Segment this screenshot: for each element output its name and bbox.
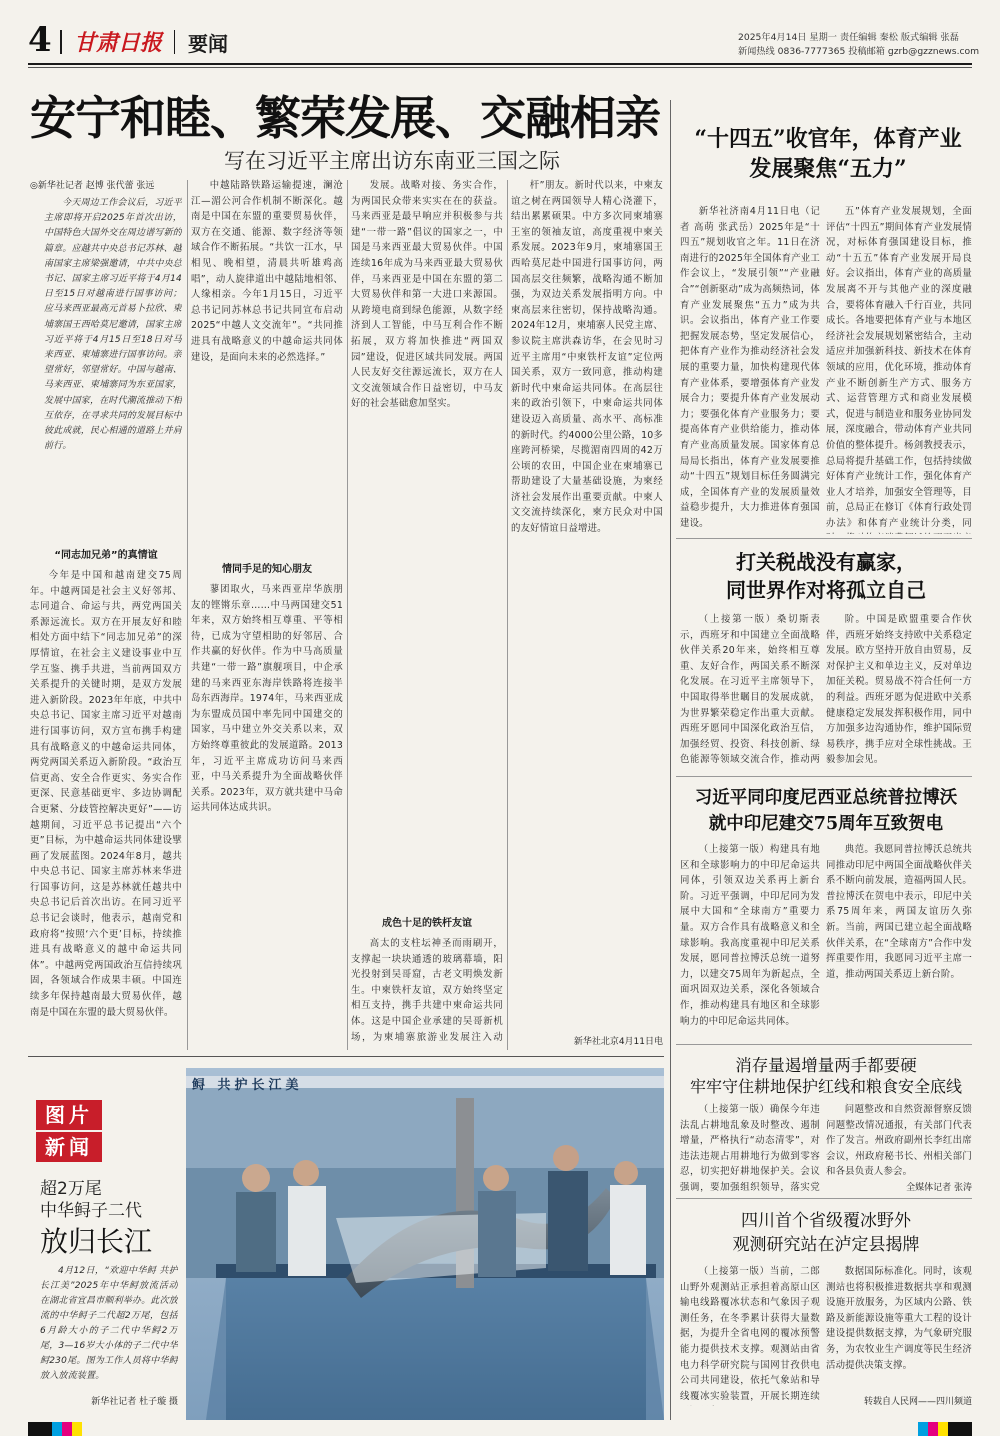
color-bar-cyan (52, 1422, 62, 1436)
lead-col2-body2: 蓼团取火，马来西亚岸华族朋友的铿锵乐章……中马两国建交51年来，双方始终相互尊重、平等相待，已成为守望相助的好邻居、合作共赢的好伙伴。作为中马高质量共建“一带一路”旗舰项目，中企承建的马来西亚东海岸铁路将连接半岛东西海岸。1974年，马来西亚成为东盟成员国中率先同中国建交的国家，马中建立外交关系以来，双方始终尊重彼此的发展道路。2013年，习近平主席成功访问马来西亚，中马关系提升为全面战略伙伴关系。2023年，双方就共建中马命运共同体达成共识。 (191, 584, 343, 814)
lead-col3-body2: 高太的支柱坛神圣而雨刷开，支撑起一块块通透的玻璃幕墙，阳光投射到吴哥窟，古老文明焕发新生。中柬铁杆友谊，双方始终坚定相互支持，携手共建中柬命运共同体。这是中国企业承建的吴哥新机场，为柬埔寨旅游业发展注入动 (351, 938, 503, 1043)
indonesia-body-left: （上接第一版）构建具有地区和全球影响力的中印尼命运共同体，引领双边关系再上新台阶。习近平强调，中印尼同为发展中大国和“全球南方”重要力量。双方合作具有战略意义和全球影响。我高度重视中印尼关系发展，愿同普拉博沃总统一道努力，以建交75周年为新起点，全面巩固双边关系，深化各领域合作，推动构建具有地区和全球影响力的中印尼命运共同体。 (680, 844, 820, 1027)
grain-byline: 全媒体记者 张涛 (906, 1183, 972, 1193)
section-title-ironclad: 成色十足的铁杆友谊 (382, 918, 472, 929)
tariff-body-left: （上接第一版）桑切斯表示，西班牙和中国建立全面战略伙伴关系20年来，始终相互尊重、友好合作，两国关系不断深化发展。在习近平主席领导下，中国取得举世瞩目的发展成就，为世界繁荣稳定作出重大贡献。西班牙愿同中国深化政治互信，加强经贸、投资、科技创新、绿色能源等领域交流合作，推动两 (680, 614, 820, 766)
color-bar-yellow-right (938, 1422, 948, 1436)
photo-badge-xinwen: 新闻 (36, 1132, 102, 1162)
photo-title-2: 中华鲟子二代 (40, 1201, 142, 1221)
lead-col1-body: 今年是中国和越南建交75周年。中越两国是社会主义好邻邦、志同道合、命运与共，两党两国关系源远流长。双方在开展友好和睦相处方面中结下“同志加兄弟”的深厚情谊，在社会主义建设事业中互学互鉴、携手共进，当前两国双方关系提升的关键时期，是双方发展进入新阶段。2023年年底，中共中央总书记、国家主席习近平对越南进行国事访问，双方宣布携手构建具有战略意义的中越命运共同体，两党两国关系迈入新阶段。“政治互信更高、安全合作更实、务实合作更深、民意基础更牢、多边协调配合更紧、分歧管控解决更好”——访越期间，习近平总书记提出“六个更”目标，为中越命运共同体建设擘画了发展蓝图。2024年8月，越共中央总书记、国家主席苏林来华进行国事访问，这是苏林就任越共中央总书记后首次出访。在同习近平总书记会谈时，他表示，越南党和政府将“按照‘六个更’目标，持续推进具有战略意义的越中命运共同体”。中越两党两国政治互信持续巩固，各领域合作成果丰硕。中国连续多年保持越南最大贸易伙伴，越南是中国在东盟的最大贸易伙伴。 (30, 570, 182, 1018)
header-rule (28, 63, 972, 65)
color-bar-cyan-right (918, 1422, 928, 1436)
color-bar-black (28, 1422, 52, 1436)
header-rule-thin (28, 67, 972, 68)
photo-top-rule (28, 1056, 664, 1057)
section-title-friends: 情同手足的知心朋友 (191, 560, 343, 575)
lead-col3-body: 发展。战略对接、务实合作，为两国民众带来实实在在的获益。马来西亚是最早响应并积极参与共建“一带一路”倡议的国家之一，中国是马来西亚最大贸易伙伴。中国连续16年成为马来西亚最大贸易伙伴，马来西亚是中国在东盟的第二大贸易伙伴和第一大进口来源国。从跨境电商到绿色能源，从数字经济到人工智能，中马互利合作不断拓展，双方将加快推进“两国双园”建设，促进区域共同发展。两国人民友好交往源远流长，双方在人文交流领域合作日益密切，中马友好的社会基础愈加坚实。 (351, 180, 503, 410)
photo-caption: 4月12日，“欢迎中华鲟 共护长江美”2025年中华鲟放流活动在湖北省宜昌市顺利举办。此次放流的中华鲟子二代超2万尾，包括6月龄大小的子二代中华鲟2万尾，3—16岁大小体的子二代中华鲟230尾。图为工作人员将中华鲟放入放流装置。 (40, 1266, 178, 1381)
fitness-body-left: 新华社济南4月11日电（记者 高萌 张武岳）2025年是“十四五”规划收官之年。11日在济南进行的2025年全国体育产业工作会议上，“发展引领”“产业融合”“创新驱动”成为高频热词，体育产业发展聚焦“五力”成为共识。会议指出，体育产业工作要把握发展态势，坚定发展信心，把体育产业作为推动经济社会发展的重要力量，加快构建现代体育产业体系，要增强体育产业发展合力；要提升体育产业发展动力；要强化体育产业服务力；要提高体育产业供给能力，推动体育产业高质量发展。国家体育总局局长指出，体育产业发展要推动“十四五”规划目标任务圆满完成，全国体育产业的发展质量效益稳步提升，大力推进体育强国建设。 (680, 206, 820, 529)
grain-body-left: （上接第一版）确保今年违法乱占耕地乱象及时整改、遏制增量，严格执行“动态清零”，对违法违规占用耕地行为做到零容忍，切实把好耕地保护关。会议强调，要加强组织领导，落实党 (680, 1104, 820, 1193)
photo-title-3: 放归长江 (40, 1225, 153, 1258)
sichuan-body-left: （上接第一版）当前，二郎山野外观测站正承担着高原山区输电线路覆冰状态和气象因子观测任务，在冬季累计获得大量数据，为提升全省电网的覆冰预警能力提供技术支撑。观测站由省电力科学研究院与国网甘孜供电公司共同建设，依托气象站和导线覆冰实验装置，开展长期连续 (680, 1266, 820, 1402)
sichuan-body-right: 数据国际标准化。同时，该观测站也将积极推进数据共享和观测设施开放服务，为区域内公路、铁路及新能源设施等重大工程的设计建设提供数据支撑，为气象研究服务，为农牧业生产调度等民生经济活动提供决策支撑。 (826, 1266, 972, 1371)
section-label: 要闻 (188, 32, 228, 56)
page-number: 4 (28, 20, 52, 60)
color-bar-magenta-right (928, 1422, 938, 1436)
col-divider-main (670, 100, 671, 1420)
lead-col2-body: 中越陆路铁路运输提速，澜沧江—湄公河合作机制不断深化。越南是中国在东盟的重要贸易伙伴，双方在交通、能源、数字经济等领域合作不断拓展。“共饮一江水，早相见、晚相望，清晨共听雄鸡高唱”，动人旋律道出中越陆地相邻、人缘相亲。今年1月15日，习近平总书记同苏林总书记共同宣布启动2025“中越人文交流年”。“共同推进具有战略意义的中越命运共同体建设，是面向未来的必然选择。” (191, 180, 343, 363)
color-bar-black-right (948, 1422, 972, 1436)
color-bar-magenta (62, 1422, 72, 1436)
col-divider (507, 180, 508, 1050)
lead-byline: ◎新华社记者 赵博 张代蕾 张远 (30, 181, 155, 191)
page-header (28, 20, 980, 62)
fitness-headline: “十四五”收官年，体育产业发展聚焦“五力” (694, 126, 962, 182)
grain-body-right: 问题整改和自然资源督察反馈问题整改情况通报，有关部门代表作了发言。州政府副州长李红出席会议，州政府秘书长、州相关部门和各县负责人参会。 (826, 1104, 972, 1178)
photo-banner-text: 鲟 共护长江美 (192, 1078, 303, 1093)
section-divider (676, 538, 972, 539)
sturgeon-photo-illustration (186, 1068, 664, 1420)
lead-subheadline: 写在习近平主席出访东南亚三国之际 (224, 149, 560, 173)
grain-headline-2: 牢牢守住耕地保护红线和粮食安全底线 (689, 1077, 962, 1096)
col-divider (187, 180, 188, 1050)
lead-intro: 今天周边工作会议后，习近平主席即将开启2025年首次出访，中国特色大国外交在周边谱写新的篇章。应越共中央总书记苏林、越南国家主席梁强邀请，中共中央总书记、国家主席习近平将于4月14日至15日对越南进行国事访问；应马来西亚最高元首易卜拉欣、柬埔寨国王西哈莫尼邀请，国家主席习近平将于4月15日至18日对马来西亚、柬埔寨进行国事访问。亲望常好，邻望常好。中国与越南、马来西亚、柬埔寨同为东亚国家，发展中国家，在时代潮流推动下相互依存，在寻求共同的发展目标中彼此成就，民心相通的道路上并肩前行。 (44, 198, 182, 452)
date-line: 2025年4月14日 星期一 责任编辑 秦松 版式编辑 张磊 (738, 32, 959, 43)
section-title-comrades: “同志加兄弟”的真情谊 (54, 550, 158, 561)
indonesia-body-right: 典范。我愿同普拉博沃总统共同推动印尼中两国全面战略伙伴关系不断向前发展，造福两国人民。普拉博沃在贺电中表示，印尼中关系75周年来，两国友谊历久弥新。当前，两国已建立起全面战略伙伴关系，在“全球南方”合作中发挥重要作用，我愿同习近平主席一道，推动两国关系迈上新台阶。 (826, 844, 972, 980)
tariff-body-right: 阶。中国是欧盟重要合作伙伴，西班牙始终支持欧中关系稳定发展。欧方坚持开放自由贸易，反对保护主义和单边主义，反对单边加征关税。贸易战不符合任何一方的利益。西班牙愿为促进欧中关系健康稳定发展发挥积极作用，同中方加强多边沟通协作，维护国际贸易秩序，携手应对全球性挑战。王毅参加会见。 (826, 614, 972, 766)
contact-line: 新闻热线 0836-7777365 投稿邮箱 gzrb@gzznews.com (738, 46, 980, 57)
sturgeon-photo (186, 1068, 664, 1420)
lead-dateline: 新华社北京4月11日电 (573, 1037, 663, 1047)
masthead-logo: 甘肃日报 (74, 30, 163, 56)
section-divider (676, 1198, 972, 1199)
fitness-body-right: 五”体育产业发展规划，全面评估“十四五”期间体育产业发展情况，对标体育强国建设目标，推动“十五五”体育产业发展开局良好。会议指出，体育产业的高质量发展离不开与其他产业的深度融合，要将体育融入千行百业，共同成长。各地要把体育产业与本地区经济社会发展规划紧密结合，主动适应并加强新科技、新技术在体育领域的应用，优化环境，推动体育产业不断创新生产方式、服务方式、运营管理方式和商业发展模式，促进与制造业和服务业协同发展，深度融合，带动体育产业共同价值的整体提升。杨剑教授表示，总局将提升基础工作，包括持续做好体育产业统计工作，强化体育产业人才培养，加强安全管理等，目前，总局正在修订《体育行政处罚办法》和体育产业统计分类，同 (826, 206, 972, 529)
photo-title-1: 超2万尾 (40, 1179, 102, 1199)
photo-credit: 新华社记者 杜子璇 摄 (91, 1397, 178, 1407)
sichuan-headline-2: 观测研究站在泸定县揭牌 (732, 1235, 920, 1255)
tariff-headline-2: 同世界作对将孤立自己 (726, 578, 926, 602)
tariff-headline-1: 打关税战没有赢家， (736, 550, 916, 574)
photo-badge (36, 1100, 102, 1162)
section-divider (676, 776, 972, 777)
lead-col4-body: 杆”朋友。新时代以来，中柬友谊之树在两国领导人精心浇灌下，结出累累硕果。中方多次同柬埔寨王室的领袖友谊，高度重视中柬关系发展。2023年9月，柬埔寨国王西哈莫尼赴中国进行国事访问，两国高层交往频繁，战略沟通不断加强，为双边关系发展指明方向。中柬高层来往密切，保持战略沟通。2024年12月，柬埔寨人民党主席、参议院主席洪森访华，在会见时习近平主席用“中柬铁杆友谊”定位两国关系，双方一致同意，推动构建新时代中柬命运共同体。在高层往来的政治引领下，中柬命运共同体建设迈入高质量、高水平、高标准的新时代。约4000公里公路，10多座跨河桥梁，尽揽湄南四周的42万公顷的农田，中国企业在柬埔寨已帮助建设了大量基础设施，为柬经济社会发展作出重要贡献。中柬人文交流持续深化，柬方民众对中国的友好情谊日益增进。 (511, 180, 663, 535)
indonesia-headline-1: 习近平同印度尼西亚总统普拉博沃 (694, 788, 958, 808)
header-divider-2 (174, 30, 175, 54)
photo-badge-tu: 图片 (36, 1100, 102, 1130)
header-divider (60, 30, 62, 54)
col-divider (347, 180, 348, 1050)
sichuan-headline-1: 四川首个省级覆冰野外 (741, 1211, 911, 1231)
lead-headline: 安宁和睦、繁荣发展、交融相亲 (30, 91, 660, 145)
grain-headline-1: 消存量遏增量两手都要硬 (735, 1056, 917, 1075)
sichuan-byline: 转载自人民网——四川频道 (863, 1397, 972, 1407)
indonesia-headline-2: 就中印尼建交75周年互致贺电 (708, 814, 944, 834)
color-bar-yellow (72, 1422, 82, 1436)
section-divider (676, 1044, 972, 1045)
